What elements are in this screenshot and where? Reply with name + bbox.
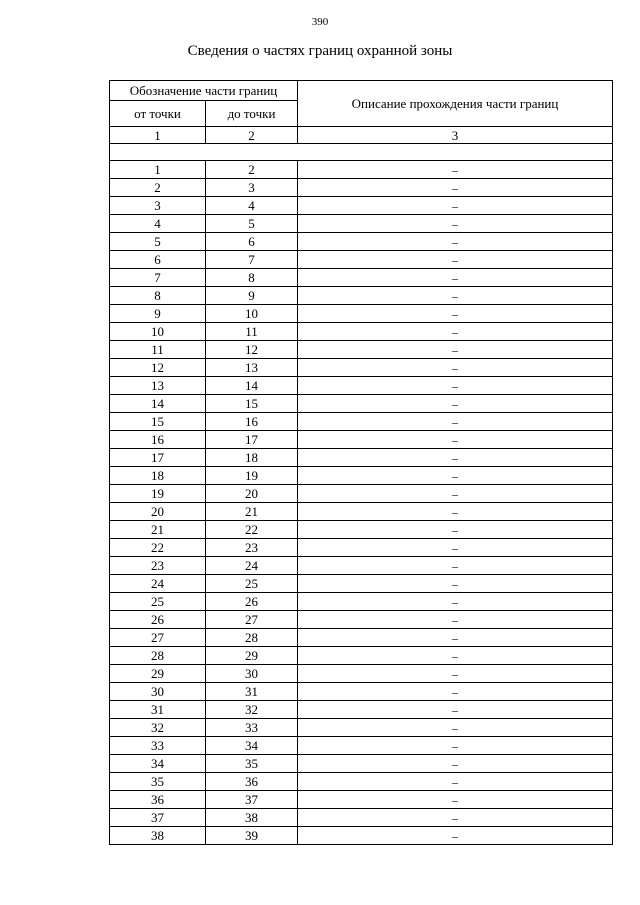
from-point-cell: 7	[110, 269, 206, 287]
column-number-2: 2	[206, 127, 298, 144]
to-point-cell: 4	[206, 197, 298, 215]
description-cell: –	[298, 737, 613, 755]
table-row	[110, 323, 613, 341]
spacer-cell	[110, 144, 613, 161]
description-cell: –	[298, 251, 613, 269]
from-point-cell: 5	[110, 233, 206, 251]
table-row	[110, 539, 613, 557]
to-point-cell: 6	[206, 233, 298, 251]
from-point-cell: 28	[110, 647, 206, 665]
to-point-cell: 27	[206, 611, 298, 629]
from-point-cell: 19	[110, 485, 206, 503]
table-row	[110, 395, 613, 413]
table-row	[110, 593, 613, 611]
from-point-cell: 18	[110, 467, 206, 485]
description-cell: –	[298, 467, 613, 485]
table-row	[110, 521, 613, 539]
to-point-cell: 36	[206, 773, 298, 791]
from-point-cell: 34	[110, 755, 206, 773]
table-row	[110, 665, 613, 683]
table-row	[110, 755, 613, 773]
description-cell: –	[298, 755, 613, 773]
to-point-cell: 21	[206, 503, 298, 521]
to-point-cell: 24	[206, 557, 298, 575]
from-point-cell: 4	[110, 215, 206, 233]
table-row	[110, 827, 613, 845]
description-cell: –	[298, 539, 613, 557]
to-point-cell: 29	[206, 647, 298, 665]
description-cell: –	[298, 791, 613, 809]
description-cell: –	[298, 611, 613, 629]
description-cell: –	[298, 665, 613, 683]
to-point-cell: 3	[206, 179, 298, 197]
to-point-cell: 19	[206, 467, 298, 485]
to-point-cell: 39	[206, 827, 298, 845]
description-cell: –	[298, 593, 613, 611]
boundary-parts-table	[109, 80, 613, 845]
description-cell: –	[298, 269, 613, 287]
to-point-cell: 22	[206, 521, 298, 539]
to-point-cell: 33	[206, 719, 298, 737]
to-point-cell: 32	[206, 701, 298, 719]
to-point-cell: 34	[206, 737, 298, 755]
header-description-label: Описание прохождения части границ	[298, 81, 613, 127]
to-point-cell: 5	[206, 215, 298, 233]
description-cell: –	[298, 233, 613, 251]
table-row	[110, 647, 613, 665]
to-point-cell: 20	[206, 485, 298, 503]
to-point-cell: 12	[206, 341, 298, 359]
to-point-cell: 37	[206, 791, 298, 809]
to-point-cell: 25	[206, 575, 298, 593]
from-point-cell: 24	[110, 575, 206, 593]
description-cell: –	[298, 719, 613, 737]
table-row	[110, 485, 613, 503]
from-point-cell: 38	[110, 827, 206, 845]
description-cell: –	[298, 215, 613, 233]
description-cell: –	[298, 449, 613, 467]
from-point-cell: 21	[110, 521, 206, 539]
from-point-cell: 30	[110, 683, 206, 701]
table-row	[110, 179, 613, 197]
page-title: Сведения о частях границ охранной зоны	[187, 43, 453, 59]
from-point-cell: 27	[110, 629, 206, 647]
description-cell: –	[298, 701, 613, 719]
header-row-group	[110, 81, 613, 101]
to-point-cell: 17	[206, 431, 298, 449]
description-cell: –	[298, 287, 613, 305]
description-cell: –	[298, 809, 613, 827]
description-cell: –	[298, 773, 613, 791]
to-point-cell: 13	[206, 359, 298, 377]
description-cell: –	[298, 521, 613, 539]
from-point-cell: 20	[110, 503, 206, 521]
table-row	[110, 701, 613, 719]
header-group-label: Обозначение части границ	[110, 81, 298, 101]
to-point-cell: 2	[206, 161, 298, 179]
table-row	[110, 215, 613, 233]
table-row	[110, 377, 613, 395]
to-point-cell: 8	[206, 269, 298, 287]
to-point-cell: 11	[206, 323, 298, 341]
table-row	[110, 161, 613, 179]
table-row	[110, 791, 613, 809]
to-point-cell: 14	[206, 377, 298, 395]
to-point-cell: 28	[206, 629, 298, 647]
table-row	[110, 449, 613, 467]
from-point-cell: 23	[110, 557, 206, 575]
description-cell: –	[298, 179, 613, 197]
from-point-cell: 6	[110, 251, 206, 269]
column-number-3: 3	[298, 127, 613, 144]
description-cell: –	[298, 575, 613, 593]
to-point-cell: 35	[206, 755, 298, 773]
to-point-cell: 9	[206, 287, 298, 305]
table-row	[110, 737, 613, 755]
table-row	[110, 359, 613, 377]
from-point-cell: 14	[110, 395, 206, 413]
description-cell: –	[298, 629, 613, 647]
to-point-cell: 38	[206, 809, 298, 827]
to-point-cell: 15	[206, 395, 298, 413]
description-cell: –	[298, 305, 613, 323]
description-cell: –	[298, 395, 613, 413]
from-point-cell: 29	[110, 665, 206, 683]
table-row	[110, 269, 613, 287]
from-point-cell: 22	[110, 539, 206, 557]
from-point-cell: 13	[110, 377, 206, 395]
to-point-cell: 7	[206, 251, 298, 269]
from-point-cell: 26	[110, 611, 206, 629]
from-point-cell: 10	[110, 323, 206, 341]
from-point-cell: 15	[110, 413, 206, 431]
description-cell: –	[298, 413, 613, 431]
from-point-cell: 9	[110, 305, 206, 323]
table-row	[110, 629, 613, 647]
to-point-cell: 31	[206, 683, 298, 701]
to-point-cell: 30	[206, 665, 298, 683]
table-row	[110, 413, 613, 431]
table-row	[110, 341, 613, 359]
description-cell: –	[298, 647, 613, 665]
table-row	[110, 287, 613, 305]
header-from-label: от точки	[110, 101, 206, 127]
table-row	[110, 773, 613, 791]
table-row	[110, 251, 613, 269]
description-cell: –	[298, 683, 613, 701]
table-row	[110, 197, 613, 215]
description-cell: –	[298, 377, 613, 395]
from-point-cell: 11	[110, 341, 206, 359]
from-point-cell: 33	[110, 737, 206, 755]
to-point-cell: 23	[206, 539, 298, 557]
description-cell: –	[298, 431, 613, 449]
table-row	[110, 575, 613, 593]
table-row	[110, 557, 613, 575]
to-point-cell: 16	[206, 413, 298, 431]
table-row	[110, 431, 613, 449]
to-point-cell: 26	[206, 593, 298, 611]
from-point-cell: 36	[110, 791, 206, 809]
table-row	[110, 719, 613, 737]
description-cell: –	[298, 827, 613, 845]
description-cell: –	[298, 161, 613, 179]
table-row	[110, 683, 613, 701]
from-point-cell: 37	[110, 809, 206, 827]
spacer-row	[110, 144, 613, 161]
table-row	[110, 503, 613, 521]
table-row	[110, 233, 613, 251]
from-point-cell: 1	[110, 161, 206, 179]
from-point-cell: 31	[110, 701, 206, 719]
table-row	[110, 809, 613, 827]
from-point-cell: 25	[110, 593, 206, 611]
description-cell: –	[298, 485, 613, 503]
from-point-cell: 2	[110, 179, 206, 197]
column-number-1: 1	[110, 127, 206, 144]
from-point-cell: 12	[110, 359, 206, 377]
from-point-cell: 8	[110, 287, 206, 305]
to-point-cell: 10	[206, 305, 298, 323]
description-cell: –	[298, 341, 613, 359]
table-row	[110, 611, 613, 629]
header-to-label: до точки	[206, 101, 298, 127]
description-cell: –	[298, 503, 613, 521]
table-row	[110, 305, 613, 323]
from-point-cell: 17	[110, 449, 206, 467]
column-number-row	[110, 127, 613, 144]
table-row	[110, 467, 613, 485]
description-cell: –	[298, 197, 613, 215]
from-point-cell: 16	[110, 431, 206, 449]
from-point-cell: 32	[110, 719, 206, 737]
description-cell: –	[298, 323, 613, 341]
page-number: 390	[311, 16, 329, 28]
to-point-cell: 18	[206, 449, 298, 467]
from-point-cell: 35	[110, 773, 206, 791]
description-cell: –	[298, 557, 613, 575]
from-point-cell: 3	[110, 197, 206, 215]
description-cell: –	[298, 359, 613, 377]
